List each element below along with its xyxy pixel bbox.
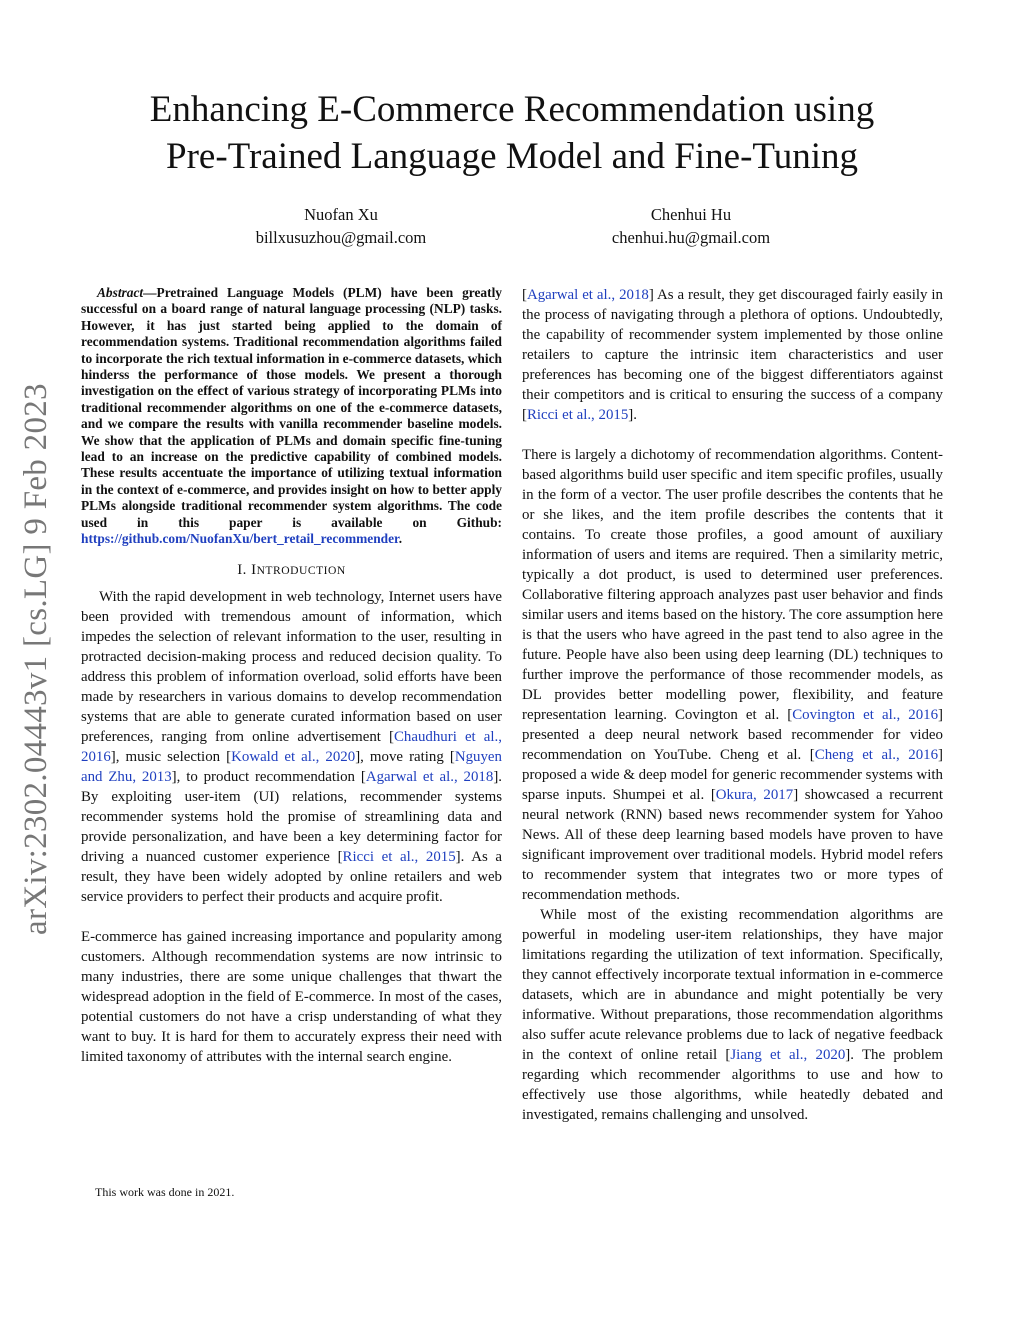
author-name: Chenhui Hu — [650, 205, 732, 224]
citation-link[interactable]: Cheng et al., 2016 — [814, 747, 939, 763]
citation-link[interactable]: Ricci et al., 2015 — [526, 407, 629, 423]
citation-link[interactable]: Jiang et al., 2020 — [730, 1047, 846, 1063]
intro-paragraph-2: E-commerce has gained increasing importance and popularity among customers. Although recommendation systems are now intrinsic to many industries, there are some unique challenges that thwart the widespread adoption in the field of E-commerce. In most of the cases, potential customers do not have a crisp understanding of what they want to buy. It is hard for them to accurately express their need with limited taxonomy of attributes with the internal search engine. — [81, 928, 502, 1065]
author-name: Nuofan Xu — [304, 205, 378, 224]
author-email: billxusuzhou@gmail.com — [255, 228, 427, 247]
author-block-2 — [511, 203, 871, 249]
abstract: Abstract—Pretrained Language Models (PLM) have been greatly successful on a board range of natural language processing (NLP) tasks. However, it has just started being applied to the domain of recommendation systems. Traditional recommendation algorithms failed to incorporate the rich textual information in e-commerce datasets, which hinderss the performance of those models. We present a thorough investigation on the effect of various strategy of incorporating PLMs into traditional recommender algorithms on one of the e-commerce datasets, and we compare the results with vanilla recommender baseline models. We show that the application of PLMs and domain specific fine-tuning lead to an increase on the predictive capability of combined models. These results accentuate the importance of utilizing textual information in the context of e-commerce, and provides insight on how to better apply PLMs alongside traditional recommender system algorithms. The code used in this paper is available on Github: https://github.com/NuofanXu/bert_retail_recommender. — [81, 285, 502, 547]
author-block-1 — [161, 203, 521, 249]
right-column — [522, 285, 943, 1125]
intro-paragraph-5: While most of the existing recommendation algorithms are powerful in modeling user-item relationships, they have major limitations regarding the utilization of text information. Specifically, they cannot effectively incorporate textual information in e-commerce datasets, which are in abundance and might potentially be very informative. Without preparations, those recommendation algorithms also suffer acute relevance problems due to lack of negative feedback in the context of online retail [Jiang et al., 2020]. The problem regarding which recommender algorithms to use and how to effectively use those algorithms, while heatedly debated and investigated, remains challenging and unsolved. — [522, 907, 943, 1123]
paper-title — [0, 86, 1024, 180]
citation-link[interactable]: Chaudhuri et al., 2016 — [81, 728, 502, 765]
title-line-2: Pre-Trained Language Model and Fine-Tuning — [166, 136, 858, 177]
intro-paragraph-3: [Agarwal et al., 2018] As a result, they get discouraged fairly easily in the process of navigating through a plethora of options. Undoubtedly, the capability of recommender system implemented by those online retailers to capture the intrinsic item characteristics and user preferences has becoming one of the biggest differentiators against their competitors and is critical to ensuring the success of a company [Ricci et al., 2015]. — [522, 287, 943, 423]
abstract-label: Abstract — [97, 285, 144, 300]
citation-link[interactable]: Kowald et al., 2020 — [231, 748, 356, 765]
citation-link[interactable]: Agarwal et al., 2018 — [526, 287, 649, 303]
left-column — [81, 285, 502, 1067]
github-link[interactable]: https://github.com/NuofanXu/bert_retail_recommender — [81, 531, 399, 547]
abstract-text: —Pretrained Language Models (PLM) have been greatly successful on a board range of natural language processing (NLP) tasks. However, it has just started being applied to the domain of recommendation systems. Traditional recommendation algorithms failed to incorporate the rich textual information in e-commerce datasets, which hinderss the performance of those models. We present a thorough investigation on the effect of various strategy of incorporating PLMs into traditional recommender algorithms on one of the e-commerce datasets, and we compare the results with vanilla recommender baseline models. We show that the application of PLMs and domain specific fine-tuning lead to an increase on the predictive capability of combined models. These results accentuate the importance of utilizing textual information in the context of e-commerce, and provides insight on how to better apply PLMs alongside traditional recommender system algorithms. The code used in this paper is available on Github: — [81, 285, 502, 530]
title-line-1: Enhancing E-Commerce Recommendation using — [149, 89, 875, 130]
section-heading-introduction: I. INTRODUCTION — [237, 561, 346, 578]
intro-paragraph-1: With the rapid development in web technology, Internet users have been provided with tremendous amount of information, which impedes the selection of relevant information to the user, resulting in protracted decision-making process and reduced decision quality. To address this problem of information overload, solid efforts have been made by researchers in various domains to develop recommendation systems that are able to generate curated information based on user preferences, ranging from online advertisement [Chaudhuri et al., 2016], music selection [Kowald et al., 2020], move rating [Nguyen and Zhu, 2013], to product recommendation [Agarwal et al., 2018]. By exploiting user-item (UI) relations, recommender systems recommender systems hold the promise of streamlining data and provide personalization, and have been a key determining factor for driving a nuanced customer experience [Ricci et al., 2015]. As a result, they have been widely adopted by online retailers and web service providers to perfect their products and acquire profit. — [81, 588, 503, 905]
author-email: chenhui.hu@gmail.com — [611, 228, 771, 247]
arxiv-identifier: arXiv:2302.04443v1 [cs.LG] 9 Feb 2023 — [18, 383, 54, 935]
citation-link[interactable]: Covington et al., 2016 — [792, 707, 939, 723]
footnote: This work was done in 2021. — [95, 1185, 235, 1199]
citation-link[interactable]: Agarwal et al., 2018 — [365, 768, 494, 785]
citation-link[interactable]: Ricci et al., 2015 — [342, 848, 456, 865]
citation-link[interactable]: Nguyen and Zhu, 2013 — [81, 748, 502, 785]
intro-paragraph-4: There is largely a dichotomy of recommendation algorithms. Content-based algorithms build user specific and item specific profiles, usually in the form of a vector. The user profile describes the contents that he or she likes, and the item profile describes the contents that it contains. To create those profiles, a good amount of auxiliary information of users and items are required. Then a similarity metric, typically a dot product, is used to determined user preferences. Collaborative filtering approach analyzes past user behavior and finds similar users and items based on the history. The core assumption here is that the users who have agreed in the past tend to also agree in the future. People have also been using deep learning (DL) techniques to further improve the performance of those recommender models, as DL provides better modelling power, flexibility, and feature representation learning. Covington et al. [Covington et al., 2016] presented a deep neural network based recommender for video recommendation on YouTube. Cheng et al. [Cheng et al., 2016] proposed a wide & deep model for generic recommender systems with sparse inputs. Shumpei et al. [Okura, 2017] showcased a recurrent neural network (RNN) based news recommender system for Yahoo News. All of these deep learning based models have proven to have significant improvement over traditional models. Hybrid model refers to recommender system that integrates two or more types of recommendation methods. — [522, 447, 944, 903]
citation-link[interactable]: Okura, 2017 — [715, 787, 794, 803]
